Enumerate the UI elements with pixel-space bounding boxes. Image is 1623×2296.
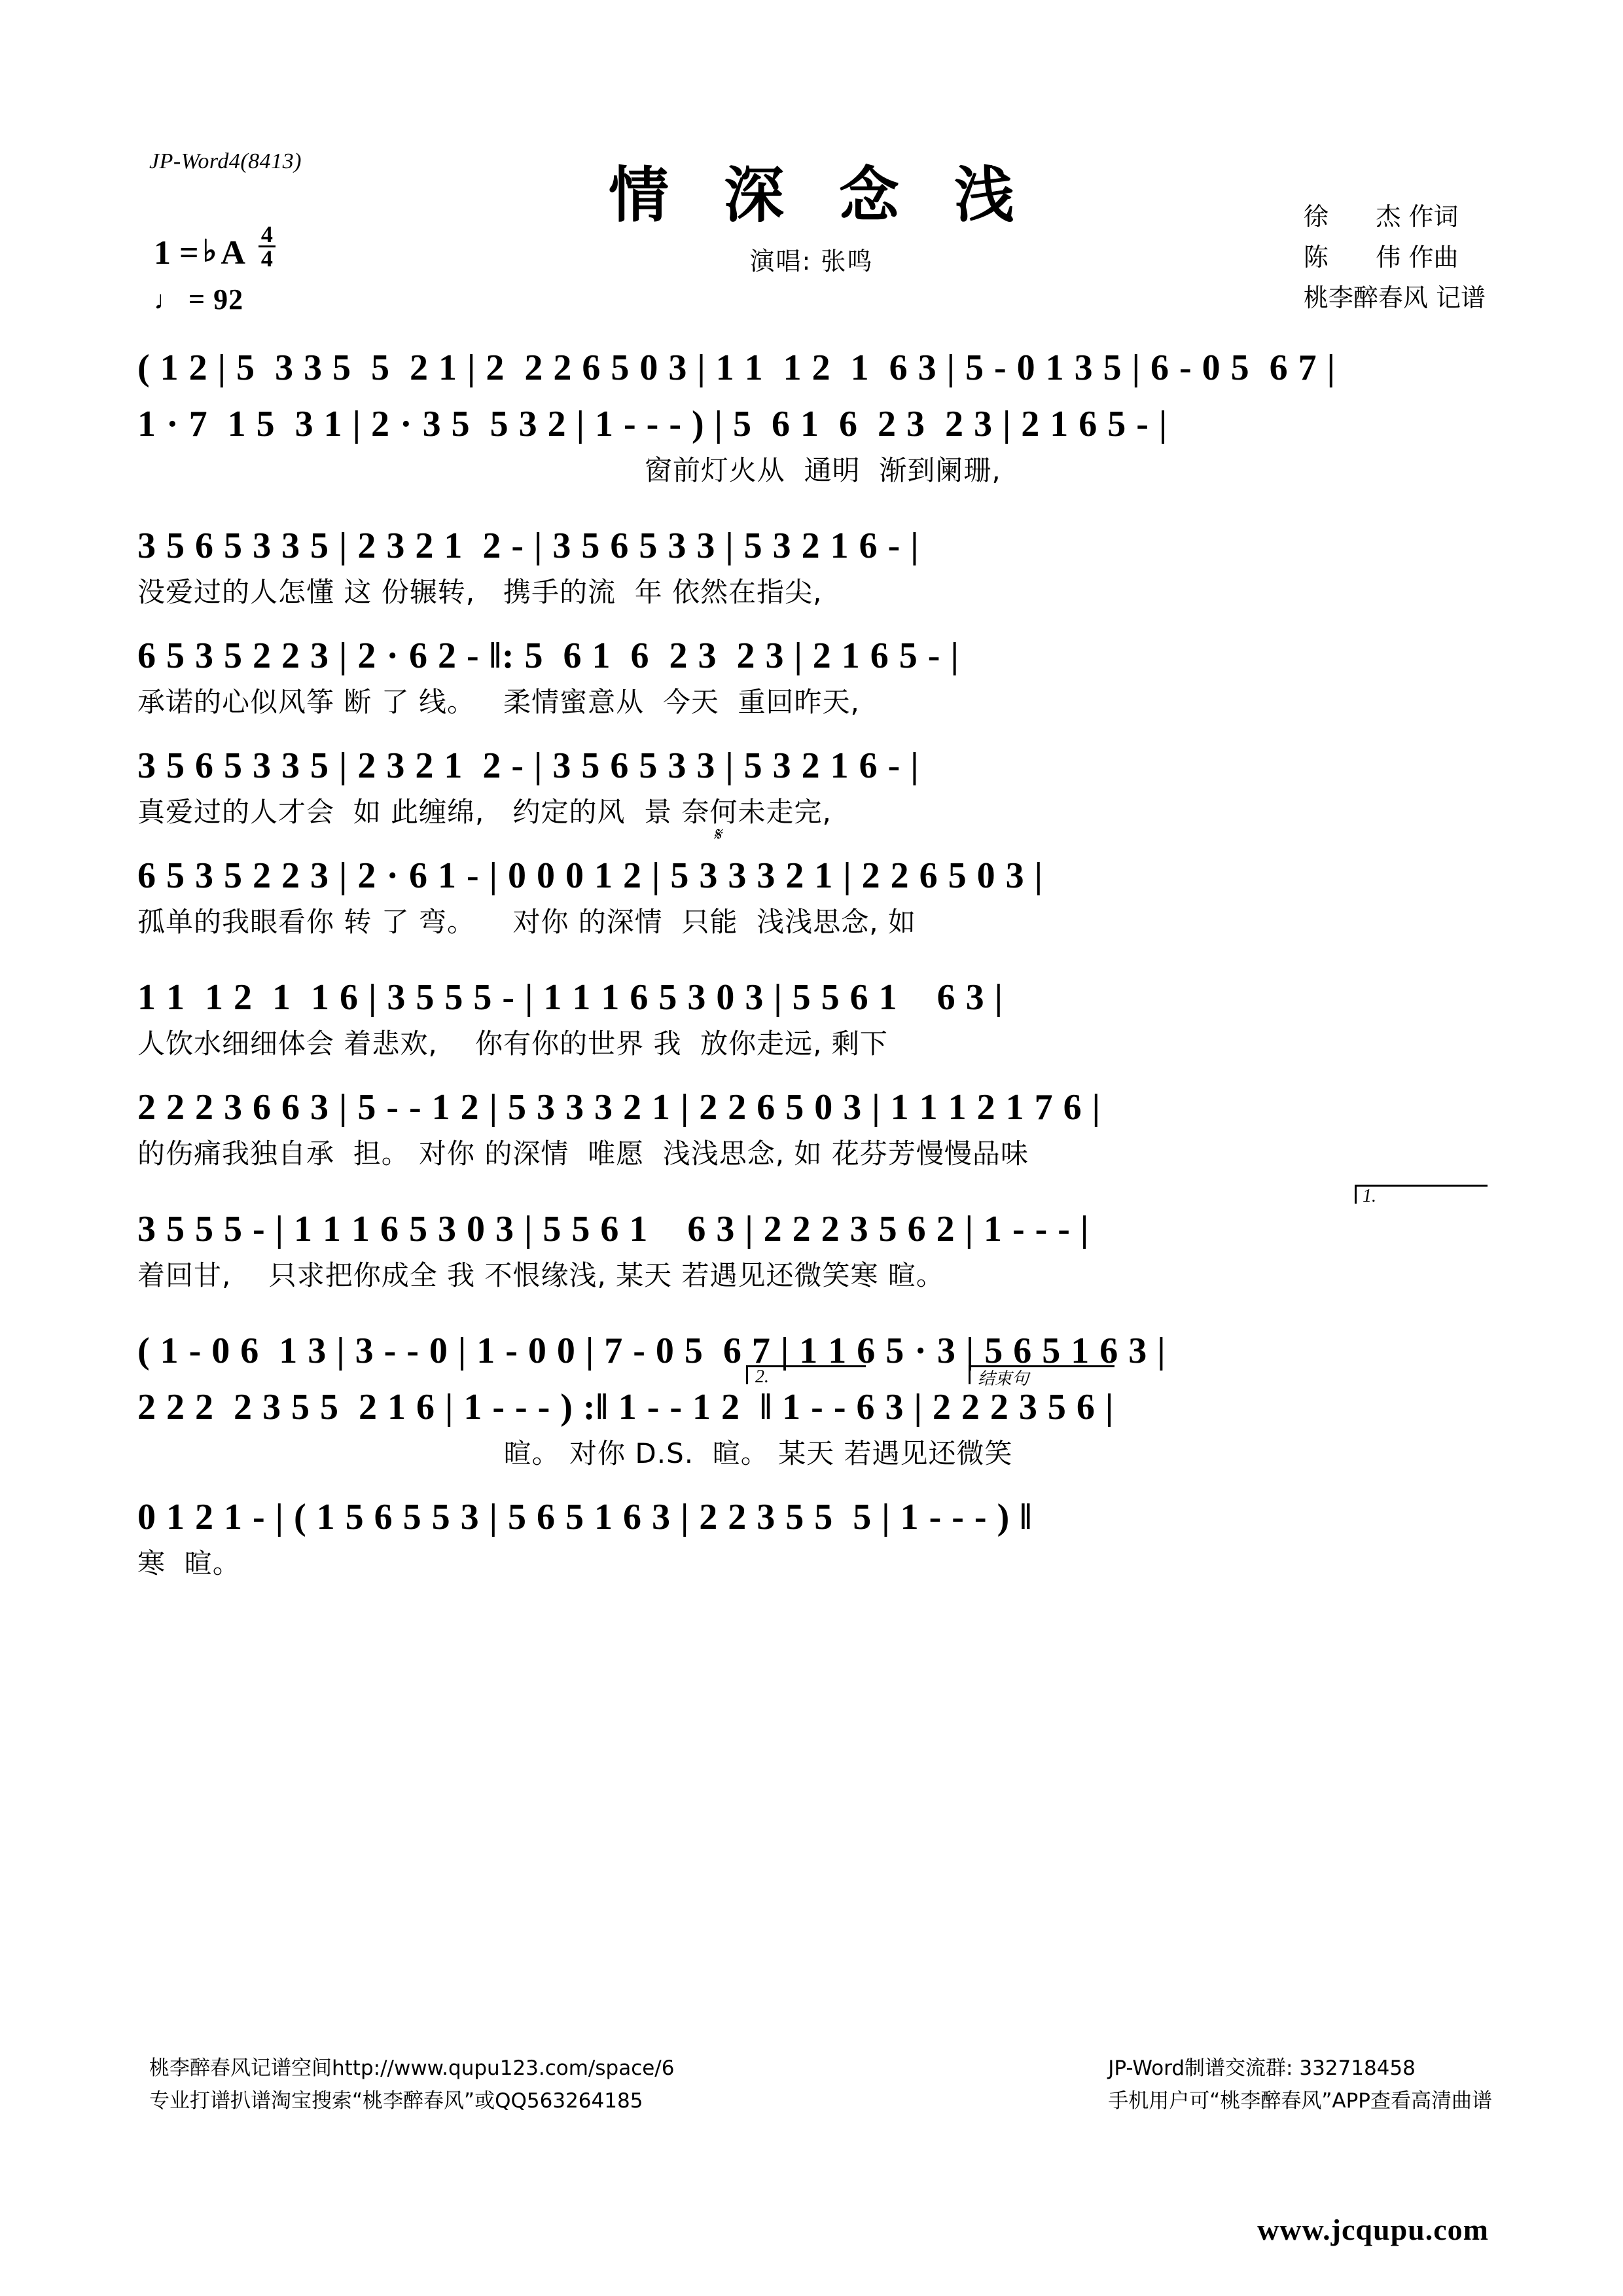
system-gap [137, 1479, 1492, 1490]
system-gap [137, 838, 1492, 848]
system-gap [137, 1179, 1492, 1202]
notation-row: ( 1 2 | 5 3 3 5 5 2 1 | 2 2 2 6 5 0 3 | 1 1 1 2 1 6 3 | 5 - 0 1 3 5 | 6 - 0 5 6 7 | [137, 348, 1336, 388]
flat-icon: ♭ [202, 234, 217, 268]
key-letter: A [221, 234, 245, 272]
notation-row: ( 1 - 0 6 1 3 | 3 - - 0 | 1 - 0 0 | 7 - 0 5 6 7 | 1 1 6 5 · 3 | 5 6 5 1 6 3 | [137, 1331, 1166, 1371]
ending-label-2: 2. [755, 1367, 769, 1387]
footer-right [1108, 2052, 1492, 2117]
lyrics-row: 人饮水细细体会 着悲欢, 你有你的世界 我 放你走远, 剩下 [137, 1028, 888, 1060]
footer-left [149, 2052, 674, 2117]
notation-row: 6 5 3 5 2 2 3 | 2 · 6 2 - ‖: 5 6 1 6 2 3 2 3 | 2 1 6 5 - | [137, 636, 959, 676]
lyrics-row: 的伤痛我独自承 担。 对你 的深情 唯愿 浅浅思念, 如 花芬芳慢慢品味 [137, 1138, 1029, 1170]
lyrics-row: 暄。 对你 D.S. 暄。 某天 若遇见还微笑 [137, 1437, 1013, 1469]
system-gap [137, 948, 1492, 970]
footer-shop-line: 专业打谱扒谱淘宝搜索“桃李醉春风”或QQ563264185 [149, 2089, 643, 2113]
system-gap [137, 618, 1492, 628]
document-code: JP-Word4(8413) [149, 149, 302, 173]
lyrics-row: 承诺的心似风筝 断 了 线。 柔情蜜意从 今天 重回昨天, [137, 686, 860, 718]
system-gap [137, 1301, 1492, 1323]
singer-label: 演唱: 张鸣 [749, 247, 874, 276]
tempo-marking [154, 283, 276, 316]
tempo-value: = 92 [188, 283, 244, 316]
credits-block [1304, 196, 1486, 318]
notation-row: 3 5 6 5 3 3 5 | 2 3 2 1 2 - | 3 5 6 5 3 3 | 5 3 2 1 6 - | [137, 745, 919, 786]
coda-label: 结束句 [978, 1369, 1029, 1389]
key-line [154, 221, 276, 272]
segno-icon: 𝄋 [713, 825, 722, 845]
notation-row: 6 5 3 5 2 2 3 | 2 · 6 1 - | 0 0 0 1 2 | 5 3 3 3 2 1 | 2 2 6 5 0 3 | [137, 855, 1043, 896]
footer-space-link: 桃李醉春风记谱空间http://www.qupu123.com/space/6 [149, 2056, 675, 2080]
site-watermark: www.jcqupu.com [1257, 2213, 1489, 2246]
footer-app-line: 手机用户可“桃李醉春风”APP查看高清曲谱 [1108, 2089, 1492, 2113]
system-7 [137, 970, 1492, 1066]
notation-row: 3 5 6 5 3 3 5 | 2 3 2 1 2 - | 3 5 6 5 3 3 | 5 3 2 1 6 - | [137, 526, 919, 566]
credit-composer: 陈 伟 作曲 [1303, 243, 1459, 272]
notation-row: 1 1 1 2 1 1 6 | 3 5 5 5 - | 1 1 1 6 5 3 0 3 | 5 5 6 1 6 3 | [137, 977, 1003, 1018]
system-12 [137, 1490, 1492, 1585]
notation-row: 2 2 2 3 6 6 3 | 5 - - 1 2 | 5 3 3 3 2 1 | 2 2 6 5 0 3 | 1 1 1 2 1 7 6 | [137, 1087, 1101, 1128]
quarter-note-icon: ♩ [154, 285, 181, 315]
lyrics-row: 没爱过的人怎懂 这 份辗转, 携手的流 年 依然在指尖, [137, 576, 823, 608]
lyrics-row: 窗前灯火从 通明 渐到阑珊, [137, 454, 1001, 486]
notation-row: 1 · 7 1 5 3 1 | 2 · 3 5 5 3 2 | 1 - - - ) | 5 6 1 6 2 3 2 3 | 2 1 6 5 - | [137, 404, 1168, 444]
system-gap [137, 1069, 1492, 1080]
lyrics-row: 孤单的我眼看你 转 了 弯。 对你 的深情 只能 浅浅思念, 如 [137, 906, 916, 938]
system-5 [137, 738, 1492, 834]
system-8 [137, 1080, 1492, 1175]
lyrics-row: 真爱过的人才会 如 此缠绵, 约定的风 景 奈何未走完, [137, 796, 832, 828]
credit-lyricist: 徐 杰 作词 [1303, 202, 1459, 231]
time-signature-numerator: 4 [259, 223, 276, 247]
system-2 [137, 397, 1492, 492]
system-11 [137, 1367, 1492, 1475]
notation-row: 2 2 2 2 3 5 5 2 1 6 | 1 - - - ) :‖ 1 - - 1 2 ‖ 1 - - 6 3 | 2 2 2 3 5 6 | [137, 1387, 1115, 1427]
credit-transcriber: 桃李醉春风 记谱 [1303, 283, 1486, 312]
page-title: 情 深 念 浅 [608, 160, 1032, 230]
system-3 [137, 518, 1492, 614]
system-9 [137, 1186, 1492, 1297]
system-gap [137, 496, 1492, 518]
music-body [137, 340, 1492, 1589]
notation-row: 3 5 5 5 - | 1 1 1 6 5 3 0 3 | 5 5 6 1 6 3 | 2 2 2 3 5 6 2 | 1 - - - | [137, 1209, 1090, 1249]
footer [149, 2052, 1492, 2117]
time-signature-denominator: 4 [260, 245, 273, 272]
system-4 [137, 628, 1492, 724]
lyrics-row: 寒 暄。 [137, 1547, 241, 1579]
notation-row: 0 1 2 1 - | ( 1 5 6 5 5 3 | 5 6 5 1 6 3 | 2 2 3 5 5 5 | 1 - - - ) ‖ [137, 1497, 1033, 1537]
time-signature [259, 223, 276, 270]
ending-label-1: 1. [1363, 1186, 1376, 1206]
footer-qq-group: JP-Word制谱交流群: 332718458 [1108, 2056, 1416, 2080]
system-6 [137, 825, 1492, 944]
key-signature-block [154, 221, 276, 316]
system-gap [137, 728, 1492, 738]
system-1 [137, 340, 1492, 395]
lyrics-row: 着回甘, 只求把你成全 我 不恨缘浅, 某天 若遇见还微笑寒 暄。 [137, 1259, 944, 1291]
key-prefix: 1 = [154, 234, 199, 272]
